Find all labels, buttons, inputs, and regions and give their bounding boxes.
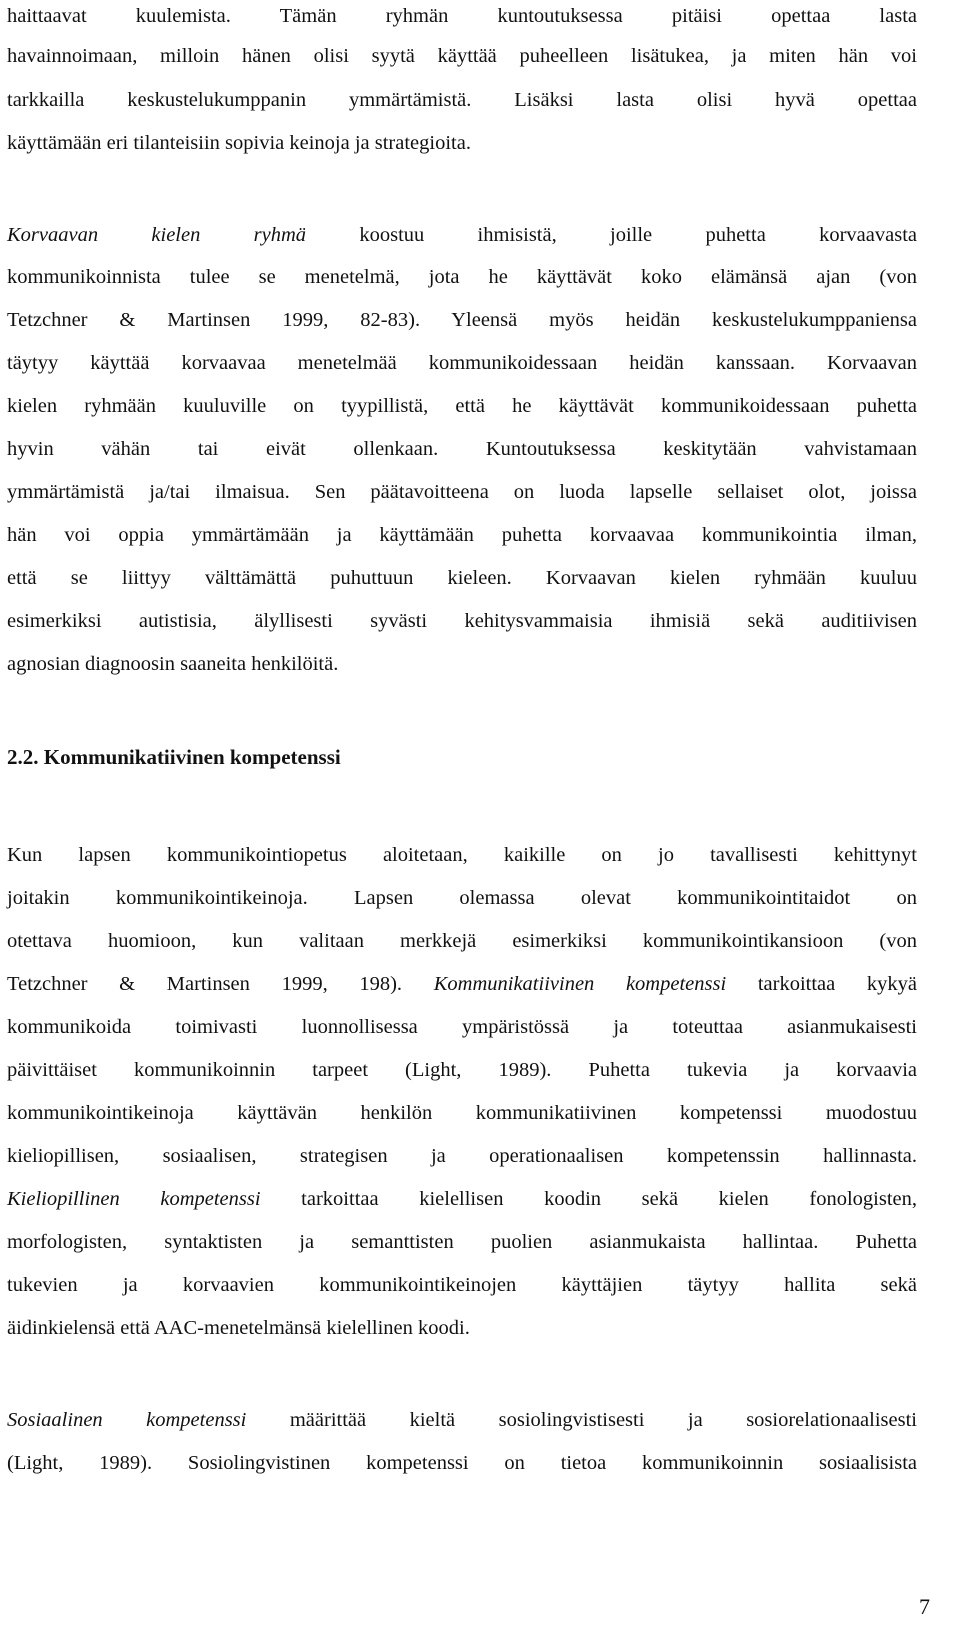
paragraph-2-line: kommunikoinnista tulee se menetelmä, jota he käyttävät koko elämänsä ajan (von [7,266,917,288]
paragraph-2-line: kielen ryhmään kuuluville on tyypillistä, että he käyttävät kommunikoidessaan puhetta [7,395,917,417]
paragraph-3-line: Kun lapsen kommunikointiopetus aloitetaan, kaikille on jo tavallisesti kehittynyt [7,844,917,866]
text-run: tarkoittaa kielellisen koodin sekä kielen fonologisten, [260,1188,917,1210]
paragraph-3-line: kommunikointikeinoja käyttävän henkilön kommunikatiivinen kompetenssi muodostuu [7,1102,917,1124]
page-number: 7 [919,1594,930,1619]
paragraph-1-line: käyttämään eri tilanteisiin sopivia keinoja ja strategioita. [7,132,471,154]
paragraph-1-line: haittaavat kuulemista. Tämän ryhmän kuntoutuksessa pitäisi opettaa lasta [7,5,917,27]
paragraph-3-line: joitakin kommunikointikeinoja. Lapsen olemassa olevat kommunikointitaidot on [7,887,917,909]
paragraph-1-line: havainnoimaan, milloin hänen olisi syytä käyttää puheelleen lisätukea, ja miten hän voi [7,45,917,67]
paragraph-3-line [7,1177,917,1221]
italic-term: Kieliopillinen kompetenssi [7,1188,261,1210]
paragraph-3-line: otettava huomioon, kun valitaan merkkejä esimerkiksi kommunikointikansioon (von [7,930,917,952]
italic-term: Kommunikatiivinen kompetenssi [433,973,727,995]
paragraph-2-line: agnosian diagnoosin saaneita henkilöitä. [7,653,339,675]
paragraph-2-line: täytyy käyttää korvaavaa menetelmää kommunikoidessaan heidän kanssaan. Korvaavan [7,352,917,374]
paragraph-2-line: hän voi oppia ymmärtämään ja käyttämään puhetta korvaavaa kommunikointia ilman, [7,524,917,546]
paragraph-3-line: kommunikoida toimivasti luonnollisessa ympäristössä ja toteuttaa asianmukaisesti [7,1016,917,1038]
text-run: Tetzchner & Martinsen 1999, 198). [7,973,434,995]
paragraph-3-line: kieliopillisen, sosiaalisen, strategisen ja operationaalisen kompetenssin hallinnasta. [7,1145,917,1167]
section-number: 2.2. [7,745,39,769]
paragraph-3-line: tukevien ja korvaavien kommunikointikeinojen käyttäjien täytyy hallita sekä [7,1274,917,1296]
paragraph-2-line: ymmärtämistä ja/tai ilmaisua. Sen päätavoitteena on luoda lapselle sellaiset olot, joissa [7,481,917,503]
paragraph-3-line [7,962,917,1006]
section-title: Kommunikatiivinen kompetenssi [43,745,341,769]
paragraph-2-line: Tetzchner & Martinsen 1999, 82-83). Yleensä myös heidän keskustelukumppaniensa [7,309,917,331]
italic-term: Korvaavan kielen ryhmä [7,224,307,246]
paragraph-2-line [7,213,917,257]
paragraph-3-line: morfologisten, syntaktisten ja semanttisten puolien asianmukaista hallintaa. Puhetta [7,1231,917,1253]
section-heading [7,735,341,779]
paragraph-2-line: hyvin vähän tai eivät ollenkaan. Kuntoutuksessa keskitytään vahvistamaan [7,438,917,460]
italic-term: Sosiaalinen kompetenssi [7,1409,247,1431]
paragraph-1-line: tarkkailla keskustelukumppanin ymmärtämistä. Lisäksi lasta olisi hyvä opettaa [7,89,917,111]
paragraph-4-line: (Light, 1989). Sosiolingvistinen kompetenssi on tietoa kommunikoinnin sosiaalisista [7,1452,917,1474]
paragraph-2-line: esimerkiksi autistisia, älyllisesti syvästi kehitysvammaisia ihmisiä sekä auditiivisen [7,610,917,632]
text-run: koostuu ihmisistä, joille puhetta korvaavasta [306,224,917,246]
paragraph-4-line [7,1398,917,1442]
paragraph-2-line: että se liittyy välttämättä puhuttuun kieleen. Korvaavan kielen ryhmään kuuluu [7,567,917,589]
text-run: tarkoittaa kykyä [726,973,917,995]
paragraph-3-line: päivittäiset kommunikoinnin tarpeet (Light, 1989). Puhetta tukevia ja korvaavia [7,1059,917,1081]
text-run: määrittää kieltä sosiolingvistisesti ja sosiorelationaalisesti [246,1409,917,1431]
paragraph-3-line: äidinkielensä että AAC-menetelmänsä kielellinen koodi. [7,1317,470,1339]
